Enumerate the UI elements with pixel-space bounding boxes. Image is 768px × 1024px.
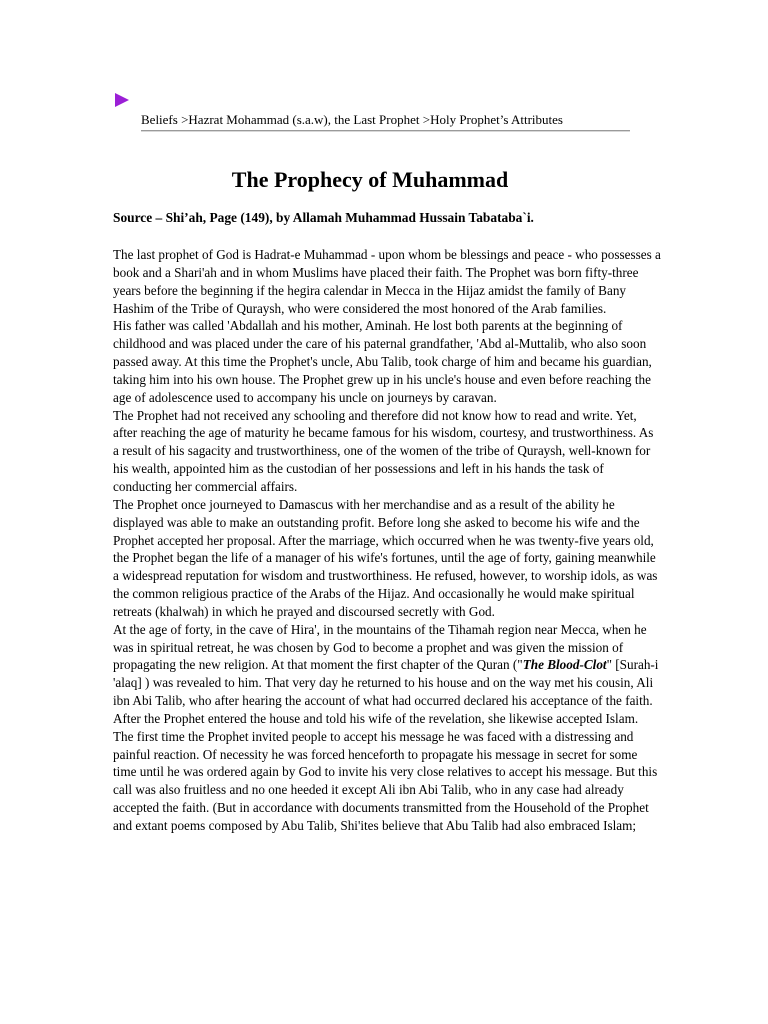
paragraph-6: The first time the Prophet invited people to accept his message he was faced with a distressing and painful reaction. Of necessity he was forced henceforth to propagate his message in secret for some time until he was ordered again by God to invite his very close relatives to accept his message. But this call was also fruitless and no one heeded it except Ali ibn Abi Talib, who in any case had already accepted the faith. (But in accordance with documents transmitted from the Household of the Prophet and extant poems composed by Abu Talib, Shi'ites believe that Abu Talib had also embraced Islam; bbox=[113, 728, 658, 833]
paragraph-4: The Prophet once journeyed to Damascus with her merchandise and as a result of the ability he displayed was able to make an outstanding profit. Before long she asked to become his wife and the Prophet accepted her proposal. After the marriage, which occurred when he was twenty-five years old, the Prophet began the life of a manager of his wife's fortunes, until the age of forty, gaining meanwhile a widespread reputation for wisdom and trustworthiness. He refused, however, to worship idols, as was the common religious practice of the Arabs of the Hijaz. And occasionally he would make spiritual retreats (khalwah) in which he prayed and discoursed secretly with God. bbox=[113, 496, 658, 619]
paragraph-3: The Prophet had not received any schooling and therefore did not know how to read and write. Yet, after reaching the age of maturity he became famous for his wisdom, courtesy, and trustworthiness. As a result of his sagacity and trustworthiness, one of the women of the tribe of Quraysh, well-known for his wealth, appointed him as the custodian of her possessions and left in his hands the task of conducting her commercial affairs. bbox=[113, 407, 654, 494]
breadcrumb-item-hazrat-mohammad[interactable]: Hazrat Mohammad (s.a.w), the Last Prophet bbox=[188, 112, 420, 127]
breadcrumb bbox=[141, 111, 631, 128]
paragraph-2: His father was called 'Abdallah and his mother, Aminah. He lost both parents at the beginning of childhood and was placed under the care of his paternal grandfather, 'Abd al-Muttalib, who also soon passed away. At this time the Prophet's uncle, Abu Talib, took charge of him and became his guardian, taking him into his own house. The Prophet grew up in his uncle's house and even before reaching the age of adolescence used to accompany his uncle on journeys by caravan. bbox=[113, 318, 652, 405]
bullet-arrow-icon bbox=[115, 93, 129, 107]
paragraph-5-part-1: At the age of forty, in the cave of Hira', in the mountains of the Tihamah region near Mecca, when he was in spiritual retreat, he was chosen by God to become a prophet and was given the mission of propagating the new religion. At that moment the first chapter of the Quran (" bbox=[113, 621, 647, 673]
breadcrumb-divider bbox=[141, 130, 630, 132]
paragraph-5-part-2: " [Surah-i 'alaq] ) was revealed to him. That very day he returned to his house and on the way met his cousin, Ali ibn Abi Talib, who after hearing the account of what had occurred declared his acceptance of the faith. After the Prophet entered the house and told his wife of the revelation, she likewise accepted Islam. bbox=[113, 657, 659, 726]
breadcrumb-separator: > bbox=[181, 112, 189, 127]
paragraph-5 bbox=[113, 621, 661, 728]
surah-title-italic: The Blood-Clot bbox=[522, 657, 607, 673]
page-title: The Prophecy of Muhammad bbox=[231, 167, 509, 192]
breadcrumb-item-beliefs[interactable]: Beliefs bbox=[141, 112, 178, 127]
paragraph-1: The last prophet of God is Hadrat-e Muhammad - upon whom be blessings and peace - who possesses a book and a Shari'ah and in whom Muslims have placed their faith. The Prophet was born fifty-three years before the beginning if the hegira calendar in Mecca in the Hijaz amidst the family of Bany Hashim of the Tribe of Quraysh, who were considered the most honored of the Arab families. bbox=[113, 247, 661, 316]
breadcrumb-separator: > bbox=[422, 112, 431, 127]
source-citation: Source – Shi’ah, Page (149), by Allamah Muhammad Hussain Tabataba`i. bbox=[113, 210, 534, 225]
article-body bbox=[113, 246, 661, 835]
breadcrumb-item-attributes[interactable]: Holy Prophet’s Attributes bbox=[430, 112, 563, 127]
